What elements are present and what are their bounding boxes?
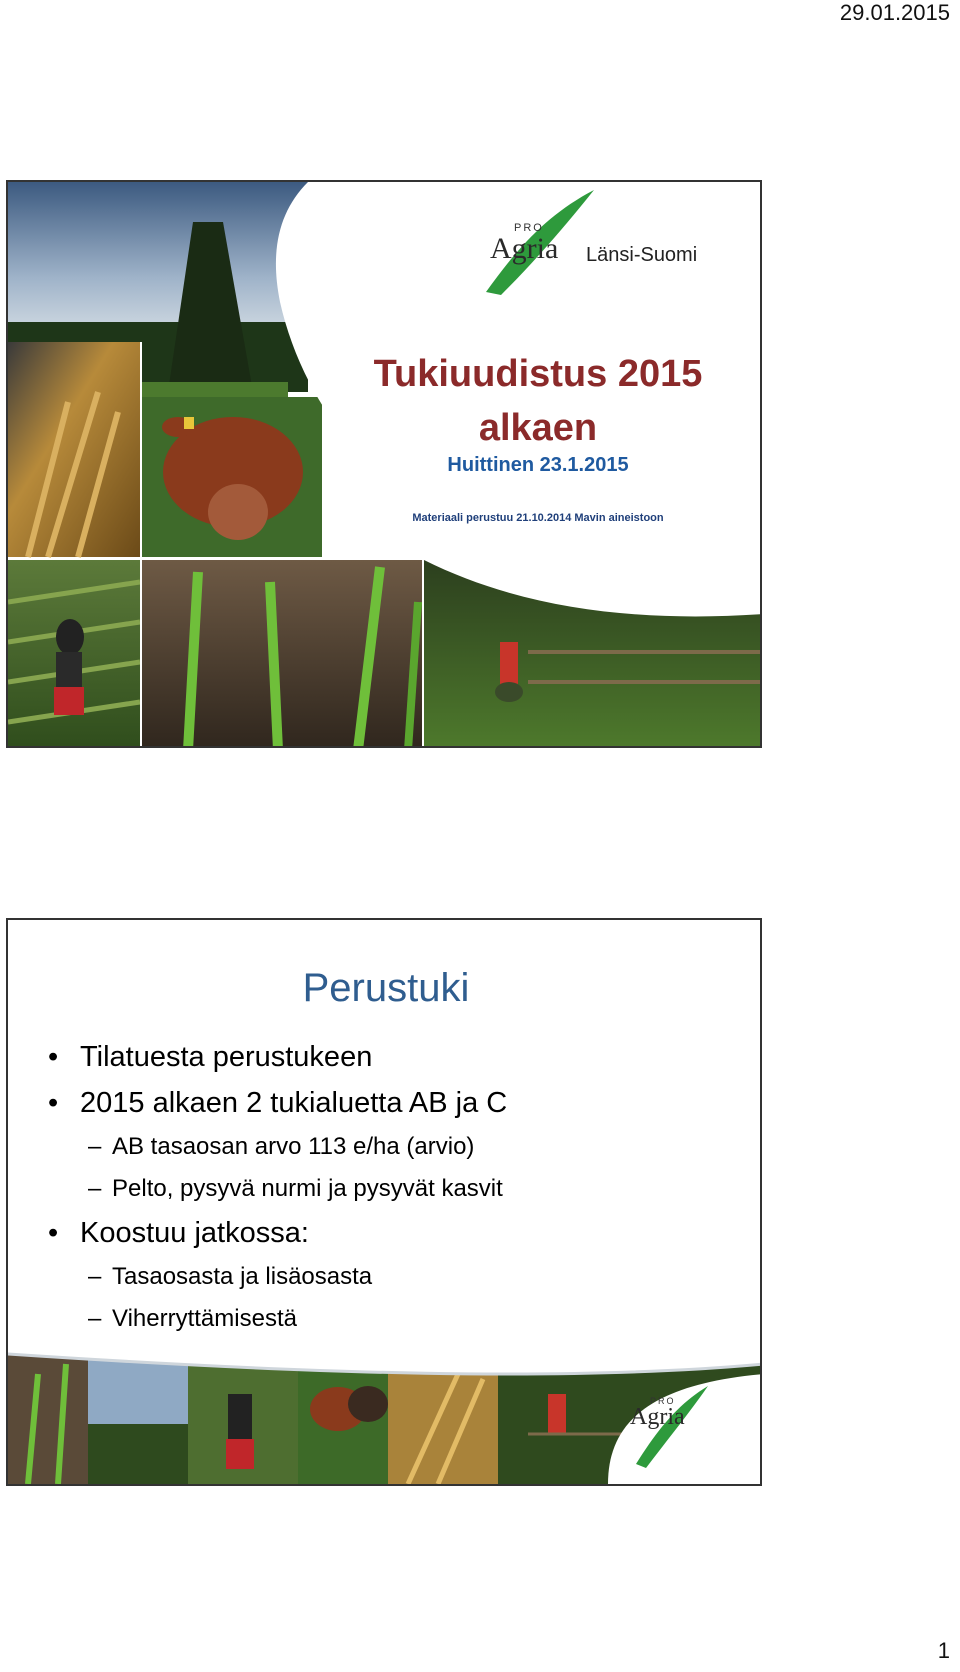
slide-heading: Perustuki <box>302 966 470 1010</box>
sub-bullet-item: – Tasaosasta ja lisäosasta <box>48 1256 748 1298</box>
bullet-item: • Koostuu jatkossa: <box>48 1210 748 1256</box>
page-number: 1 <box>937 1638 950 1663</box>
title-slide <box>6 180 762 748</box>
slide-title <box>348 347 728 455</box>
bullet-item: • Tilatuesta perustukeen <box>48 1034 748 1080</box>
bullet-list <box>48 1034 748 1382</box>
source-note: Materiaali perustuu 21.10.2014 Mavin aineistoon <box>412 512 664 524</box>
sub-bullet-item: – AB tasaosan arvo 113 e/ha (arvio) <box>48 1126 748 1168</box>
sub-bullet-item: – Viherryttämisestä <box>48 1298 748 1340</box>
logo-region: Länsi-Suomi <box>586 244 698 266</box>
wheat-photo <box>8 342 140 557</box>
logo-pro: PRO <box>650 1396 676 1406</box>
bullet-item: • 2015 alkaen 2 tukialuetta AB ja C <box>48 1080 748 1126</box>
sub-bullet-item: – Pelto, pysyvä nurmi ja pysyvät kasvit <box>48 1168 748 1210</box>
logo-agria: Agria <box>490 232 559 265</box>
sky-photo <box>8 182 308 342</box>
content-slide <box>6 918 762 1486</box>
slide-subtitle: Huittinen 23.1.2015 <box>447 454 629 476</box>
logo-pro: PRO <box>514 222 544 234</box>
logo-agria: Agria <box>630 1404 685 1430</box>
header-date: 29.01.2015 <box>839 0 950 25</box>
slide-title-line2: alkaen <box>478 407 598 449</box>
slide-title-line1: Tukiuudistus 2015 <box>373 353 703 395</box>
